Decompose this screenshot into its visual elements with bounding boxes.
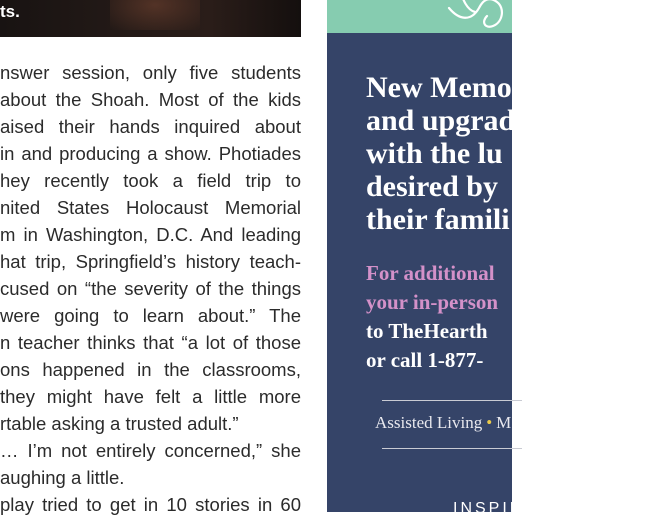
article-line: ons happened in the classrooms, — [0, 359, 301, 380]
article-line: about the Shoah. Most of the kids — [0, 89, 301, 110]
ad-top-band — [327, 0, 512, 33]
article-line: in and producing a show. Photiades — [0, 143, 301, 164]
service-memory-care: M — [496, 413, 512, 432]
info-line: your in-person — [366, 290, 499, 314]
article-line: they might have felt a little more — [0, 386, 301, 407]
article-line: were going to learn about.” The — [0, 305, 301, 326]
ad-headline — [366, 71, 666, 236]
article-line: nited States Holocaust Memorial — [0, 197, 301, 218]
article-line: cused on “the severity of the things — [0, 278, 301, 299]
photo-caption: ts. — [0, 2, 20, 21]
article-column — [0, 0, 312, 515]
article-line: play tried to get in 10 stories in 60 — [0, 494, 301, 515]
article-body — [0, 59, 301, 518]
bullet-separator: • — [486, 413, 493, 432]
article-photo — [0, 0, 301, 37]
article-line: aughing a little. — [0, 467, 125, 488]
article-line: m in Washington, D.C. And leading — [0, 224, 301, 245]
service-assisted-living: Assisted Living — [375, 413, 483, 432]
info-line: For additional — [366, 261, 495, 285]
article-line: aised their hands inquired about — [0, 116, 301, 137]
headline-line: with the lu — [366, 137, 503, 170]
headline-line: desired by — [366, 170, 498, 203]
advertisement-panel[interactable] — [327, 0, 525, 517]
divider-top — [382, 400, 522, 401]
article-line: n teacher thinks that “a lot of those — [0, 332, 301, 353]
divider-bottom — [382, 448, 522, 449]
headline-line: New Memo — [366, 71, 512, 104]
phone-link[interactable]: or call 1-877- — [366, 348, 484, 372]
article-line: rtable asking a trusted adult.” — [0, 413, 239, 434]
article-line: … I’m not entirely concerned,” she — [0, 440, 301, 461]
script-logo-icon — [445, 0, 515, 42]
website-link[interactable]: to TheHearth — [366, 319, 488, 343]
ad-footer-text: INSPIR — [453, 500, 525, 517]
headline-line: their famili — [366, 203, 510, 236]
article-line: hey recently took a field trip to — [0, 170, 301, 191]
ad-contact-info — [366, 259, 666, 375]
photo-highlight — [110, 0, 200, 30]
services-list — [375, 413, 511, 433]
headline-line: and upgrad — [366, 104, 516, 137]
article-line: hat trip, Springfield’s history teach- — [0, 251, 301, 272]
article-line: nswer session, only five students — [0, 62, 301, 83]
